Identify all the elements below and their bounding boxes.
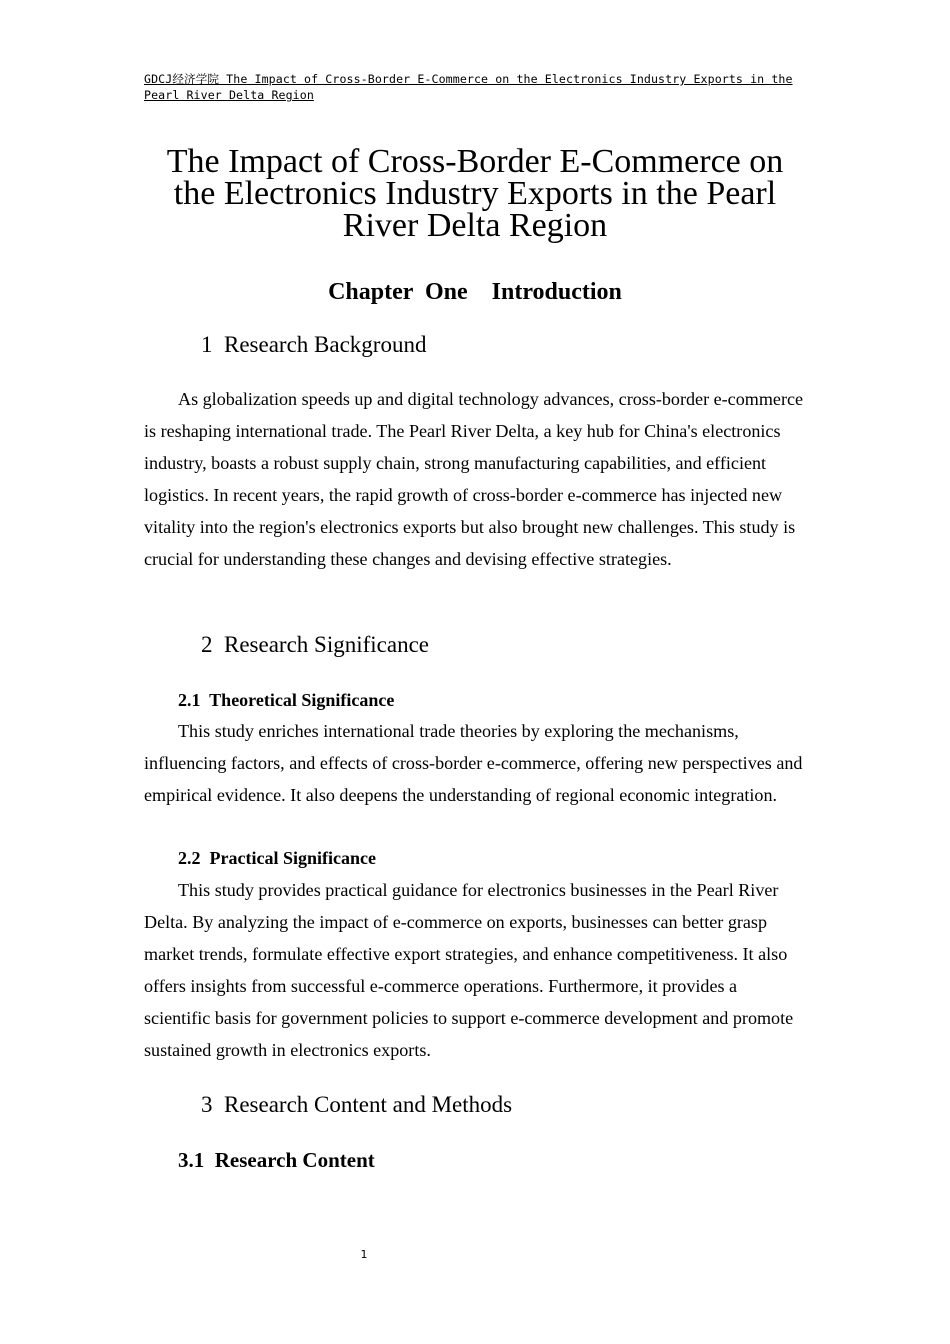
title-line-1: The Impact of Cross-Border E-Commerce on bbox=[166, 143, 784, 180]
running-header: GDCJ经济学院 The Impact of Cross-Border E-Commerce on the Electronics Industry Exports in the Pearl River Delta Region bbox=[144, 72, 793, 102]
section-heading-research-content-methods: 3 Research Content and Methods bbox=[201, 1092, 513, 1117]
paragraph-theoretical-significance: This study enriches international trade theories by exploring the mechanisms, influencing factors, and effects of cross-border e-commerce, offering new perspectives and empirical evidence. It also deepens the understanding of regional economic integration. bbox=[144, 721, 803, 805]
subsection-heading-theoretical-significance: 2.1 Theoretical Significance bbox=[178, 690, 395, 710]
subsection-heading-research-content: 3.1 Research Content bbox=[178, 1148, 375, 1172]
paragraph-practical-significance: This study provides practical guidance for electronics businesses in the Pearl River Delta. By analyzing the impact of e-commerce on exports, businesses can better grasp market trends, formulate effective export strategies, and enhance competitiveness. It also offers insights from successful e-commerce operations. Furthermore, it provides a scientific basis for government policies to support e-commerce development and promote sustained growth in electronics exports. bbox=[144, 880, 794, 1060]
paragraph-research-background: As globalization speeds up and digital technology advances, cross-border e-commerce is reshaping international trade. The Pearl River Delta, a key hub for China's electronics industry, boasts a robust supply chain, strong manufacturing capabilities, and efficient logistics. In recent years, the rapid growth of cross-border e-commerce has injected new vitality into the region's electronics exports but also brought new challenges. This study is crucial for understanding these changes and devising effective strategies. bbox=[144, 389, 804, 569]
title-line-3: River Delta Region bbox=[342, 207, 608, 244]
subsection-heading-practical-significance: 2.2 Practical Significance bbox=[178, 848, 376, 868]
section-heading-research-significance: 2 Research Significance bbox=[201, 632, 429, 657]
section-heading-research-background: 1 Research Background bbox=[201, 332, 427, 357]
page-number: 1 bbox=[360, 1248, 368, 1261]
document-title bbox=[144, 143, 806, 244]
chapter-heading: Chapter One Introduction bbox=[328, 279, 622, 305]
title-line-2: the Electronics Industry Exports in the Pearl bbox=[173, 175, 777, 212]
